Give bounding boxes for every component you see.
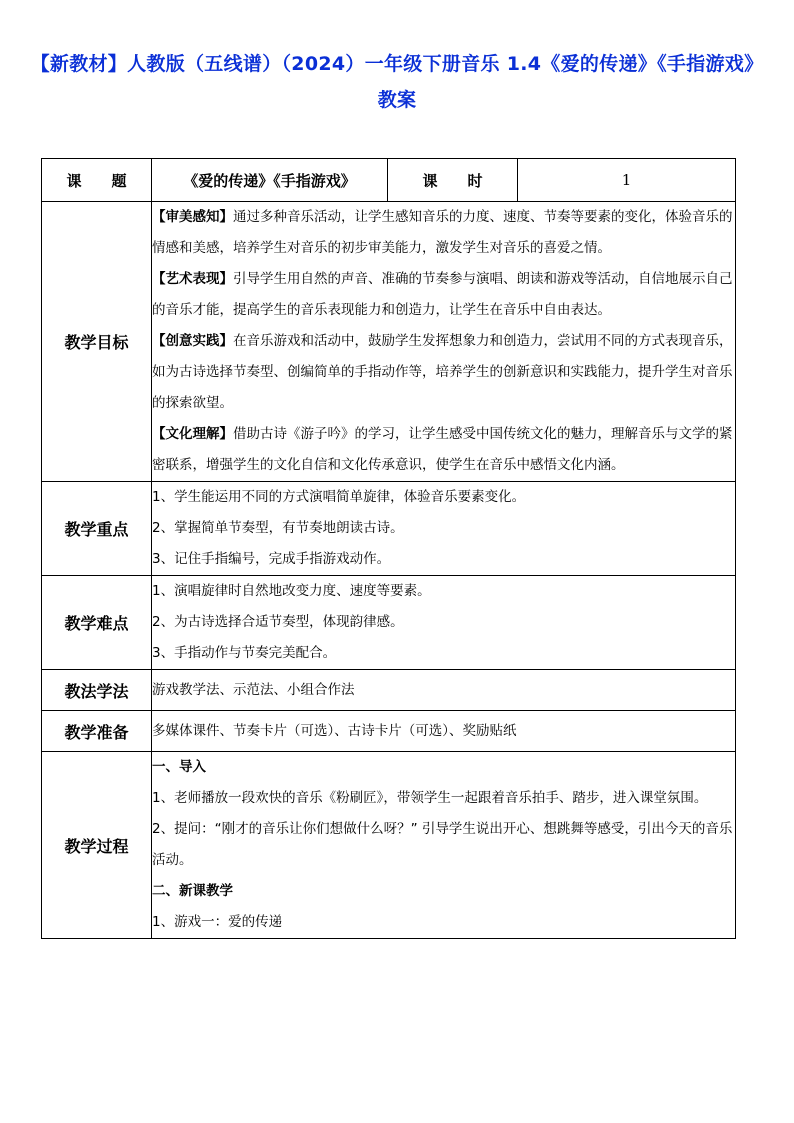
- list-item: 3、手指动作与节奏完美配合。: [152, 645, 337, 661]
- preparation-content: 多媒体课件、节奏卡片（可选）、古诗卡片（可选）、奖励贴纸: [152, 711, 736, 752]
- objective-text: 通过多种音乐活动，让学生感知音乐的力度、速度、节奏等要素的变化，体验音乐的情感和美感，培养学生对音乐的初步审美能力，激发学生对音乐的喜爱之情。: [152, 209, 733, 256]
- objective-key: 【文化理解】: [152, 426, 233, 442]
- paragraph: 2、提问：“刚才的音乐让你们想做什么呀？” 引导学生说出开心、想跳舞等感受，引出今天的音乐活动。: [152, 821, 733, 868]
- objective-key: 【艺术表现】: [152, 271, 233, 287]
- key-points-content: [152, 482, 736, 576]
- hours-label: 课 时: [388, 159, 518, 202]
- objectives-row: [42, 202, 736, 482]
- objective-item: [152, 264, 735, 326]
- objective-key: 【创意实践】: [152, 333, 233, 349]
- document-title: 【新教材】人教版（五线谱）（2024）一年级下册音乐 1.4《爱的传递》《手指游戏》教案: [30, 53, 764, 111]
- objective-text: 引导学生用自然的声音、准确的节奏参与演唱、朗读和游戏等活动，自信地展示自己的音乐才能，提高学生的音乐表现能力和创造力，让学生在音乐中自由表达。: [152, 271, 733, 318]
- process-label: 教学过程: [42, 752, 152, 939]
- objectives-label: 教学目标: [42, 202, 152, 482]
- methods-label: 教法学法: [42, 670, 152, 711]
- process-row: [42, 752, 736, 939]
- list-item: 3、记住手指编号，完成手指游戏动作。: [152, 551, 391, 567]
- list-item: 2、为古诗选择合适节奏型，体现韵律感。: [152, 614, 404, 630]
- objective-key: 【审美感知】: [152, 209, 233, 225]
- difficulties-row: [42, 576, 736, 670]
- paragraph: 1、老师播放一段欢快的音乐《粉刷匠》，带领学生一起跟着音乐拍手、踏步，进入课堂氛围。: [152, 790, 708, 806]
- objective-item: [152, 326, 735, 419]
- list-item: 2、掌握简单节奏型，有节奏地朗读古诗。: [152, 520, 404, 536]
- methods-content: 游戏教学法、示范法、小组合作法: [152, 670, 736, 711]
- objective-text: 在音乐游戏和活动中，鼓励学生发挥想象力和创造力，尝试用不同的方式表现音乐，如为古诗选择节奏型、创编简单的手指动作等，培养学生的创新意识和实践能力，提升学生对音乐的探索欲望。: [152, 333, 733, 411]
- key-points-row: [42, 482, 736, 576]
- list-item: 1、演唱旋律时自然地改变力度、速度等要素。: [152, 583, 431, 599]
- hours-value: 1: [518, 159, 736, 202]
- methods-row: [42, 670, 736, 711]
- difficulties-content: [152, 576, 736, 670]
- paragraph: 1、游戏一：爱的传递: [152, 914, 283, 930]
- section-heading: 一、导入: [152, 759, 206, 775]
- topic-value: 《爱的传递》《手指游戏》: [152, 159, 388, 202]
- list-item: 1、学生能运用不同的方式演唱简单旋律，体验音乐要素变化。: [152, 489, 526, 505]
- lesson-plan-table: [41, 158, 736, 939]
- objective-text: 借助古诗《游子吟》的学习，让学生感受中国传统文化的魅力，理解音乐与文学的紧密联系，增强学生的文化自信和文化传承意识，使学生在音乐中感悟文化内涵。: [152, 426, 733, 473]
- header-row: [42, 159, 736, 202]
- objective-item: [152, 202, 735, 264]
- topic-label: 课 题: [42, 159, 152, 202]
- key-points-label: 教学重点: [42, 482, 152, 576]
- objectives-content: [152, 202, 736, 482]
- preparation-label: 教学准备: [42, 711, 152, 752]
- section-heading: 二、新课教学: [152, 883, 233, 899]
- objective-item: [152, 419, 735, 481]
- difficulties-label: 教学难点: [42, 576, 152, 670]
- preparation-row: [42, 711, 736, 752]
- process-content: [152, 752, 736, 939]
